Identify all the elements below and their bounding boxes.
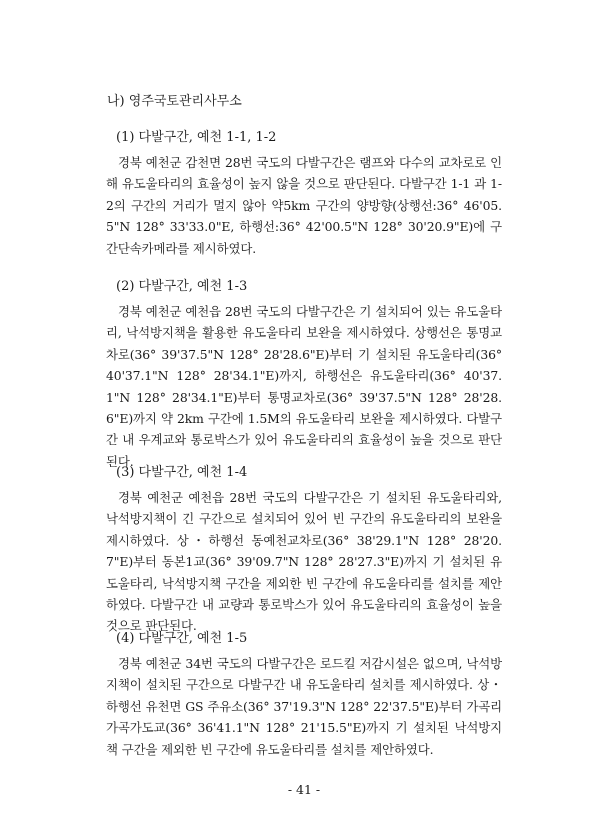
subsection-body: 경북 예천군 34번 국도의 다발구간은 로드킬 저감시설은 없으며, 낙석방지책이 설치된 구간으로 다발구간 내 유도울타리 설치를 제시하였다. 상・하행선 유천면 GS 주유소(36° 37'19.3"N 128° 22'37.5"E)부터 가곡리 가곡가도교(36° 36'41.1"N 128° 21'15.5"E)까지 기 설치된 낙석방지책 구간을 제외한 빈 구간에 유도울타리를 설치를 제안하였다. xyxy=(106,656,502,757)
subsection-heading: (2) 다발구간, 예천 1-3 xyxy=(116,279,248,294)
subsection-3 xyxy=(106,464,502,637)
subsection-heading: (4) 다발구간, 예천 1-5 xyxy=(116,631,248,646)
subsection-2 xyxy=(106,278,502,472)
subsection-1 xyxy=(106,129,502,259)
subsection-4 xyxy=(106,630,502,760)
section-title: 나) 영주국토관리사무소 xyxy=(107,94,242,109)
page-number: - 41 - xyxy=(287,782,321,797)
subsection-heading: (1) 다발구간, 예천 1-1, 1-2 xyxy=(116,130,277,145)
subsection-body: 경북 예천군 예천읍 28번 국도의 다발구간은 기 설치된 유도울타리와, 낙석방지책이 긴 구간으로 설치되어 있어 빈 구간의 유도울타리의 보완을 제시하였다. 상・하행선 동예천교차로(36° 38'29.1"N 128° 28'20.7"E)부터 동본1교(36° 39'09.7"N 128° 28'27.3"E)까지 기 설치된 유도울타리, 낙석방지책 구간을 제외한 빈 구간에 유도울타리를 설치를 제안하였다. 다발구간 내 교량과 통로박스가 있어 유도울타리의 효율성이 높을 것으로 판단된다. xyxy=(106,490,502,634)
subsection-body: 경북 예천군 예천읍 28번 국도의 다발구간은 기 설치되어 있는 유도울타리, 낙석방지책을 활용한 유도울타리 보완을 제시하였다. 상행선은 통명교차로(36° 39'37.5"N 128° 28'28.6"E)부터 기 설치된 유도울타리(36° 40'37.1"N 128° 28'34.1"E)까지, 하행선은 유도울타리(36° 40'37.1"N 128° 28'34.1"E)부터 통명교차로(36° 39'37.5"N 128° 28'28.6"E)까지 약 2km 구간에 1.5M의 유도울타리 보완을 제시하였다. 다발구간 내 우계교와 통로박스가 있어 유도울타리의 효율성이 높을 것으로 판단된다. xyxy=(106,304,503,469)
subsection-heading: (3) 다발구간, 예천 1-4 xyxy=(116,465,248,480)
subsection-body: 경북 예천군 감천면 28번 국도의 다발구간은 램프와 다수의 교차로로 인해 유도울타리의 효율성이 높지 않을 것으로 판단된다. 다발구간 1-1 과 1-2의 구간의 거리가 멀지 않아 약5km 구간의 양방향(상행선:36° 46'05.5"N 128° 33'33.0"E, 하행선:36° 42'00.5"N 128° 30'20.9"E)에 구간단속카메라를 제시하였다. xyxy=(106,155,502,256)
